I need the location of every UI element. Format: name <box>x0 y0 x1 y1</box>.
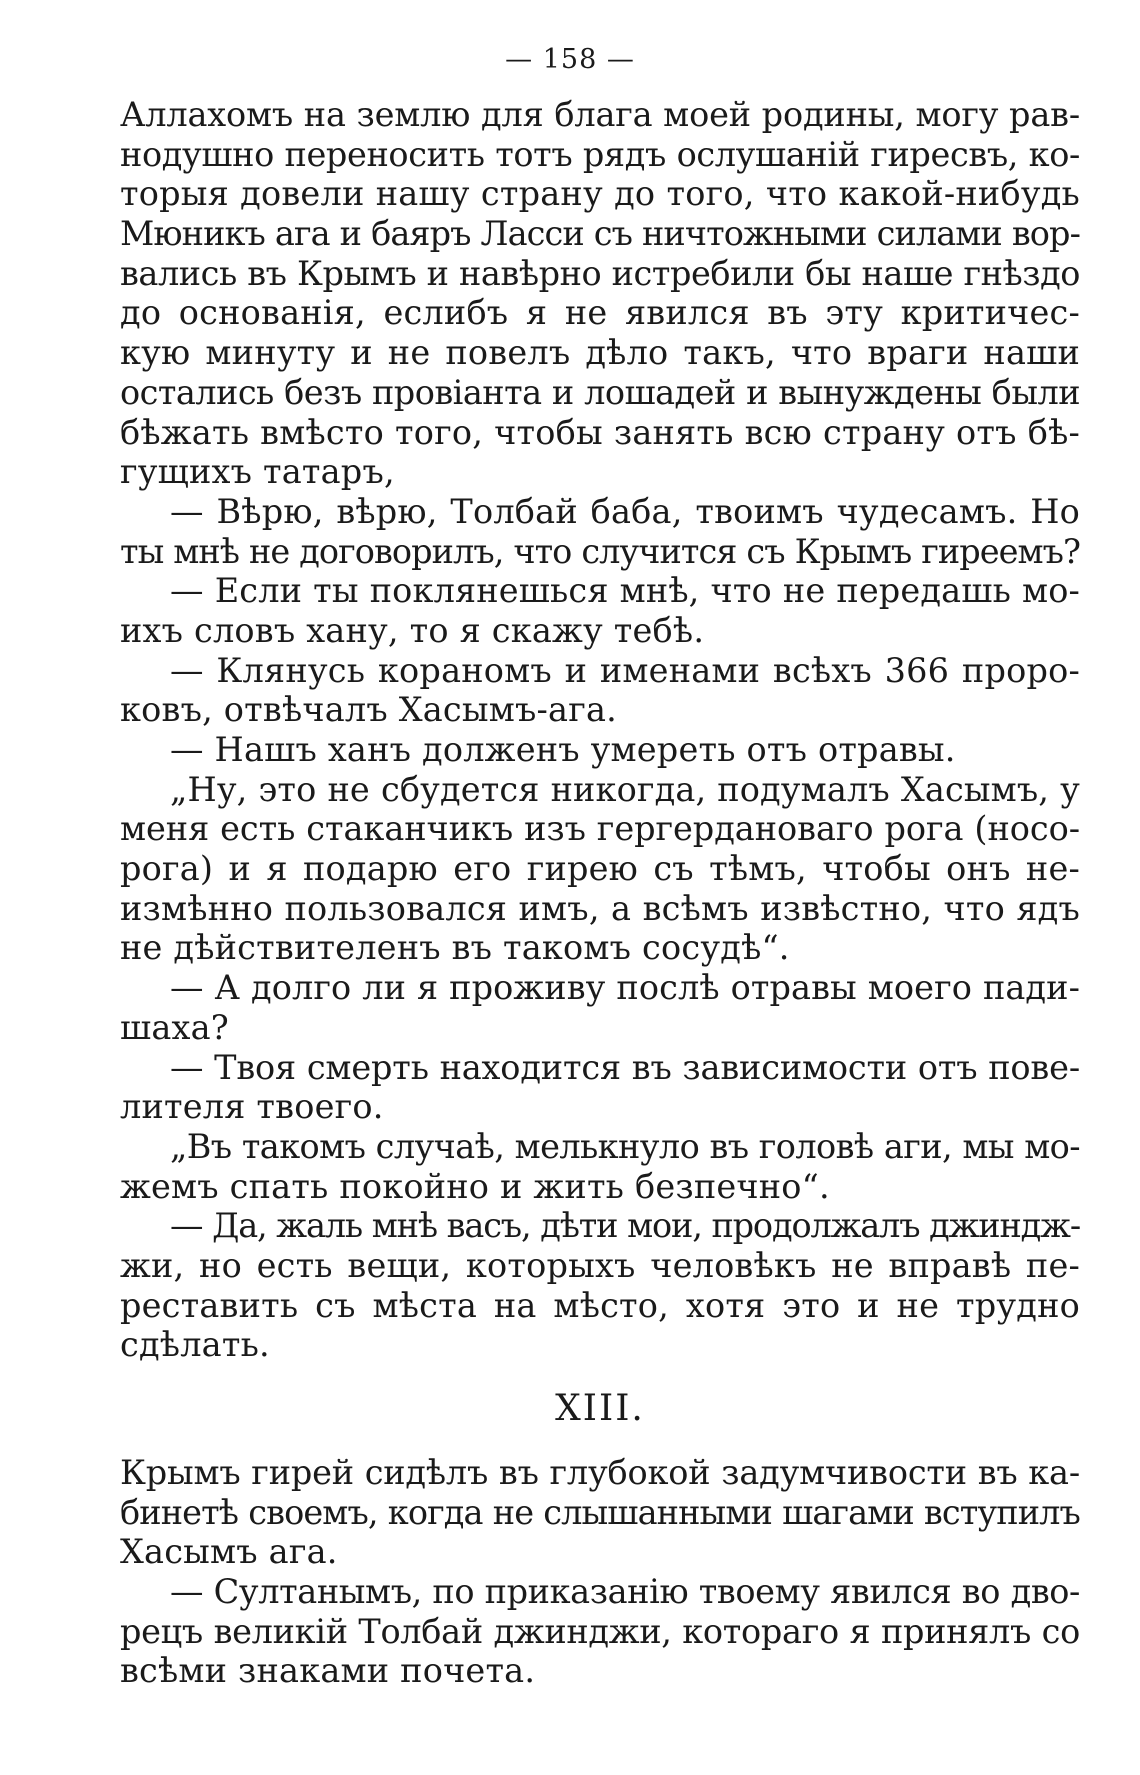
text-line: остались безъ провіанта и лошадей и вынуждены были <box>120 372 1080 412</box>
text-line: — Да, жаль мнѣ васъ, дѣти мои, продолжалъ джиндж- <box>170 1206 1080 1246</box>
text-line: Мюникъ ага и баяръ Ласси съ ничтожными силами вор- <box>120 214 1080 254</box>
text-line: меня есть стаканчикъ изъ гергердановаго рога (носо- <box>120 809 1080 849</box>
text-line: до основанія, еслибъ я не явился въ эту критичес- <box>120 293 1080 333</box>
text-line: — А долго ли я проживу послѣ отравы моего пади- <box>170 968 1080 1008</box>
text-line: — Вѣрю, вѣрю, Толбай баба, твоимъ чудесамъ. Но <box>170 491 1080 531</box>
text-line: не дѣйствителенъ въ такомъ сосудѣ“. <box>120 928 790 968</box>
text-line: Хасымъ ага. <box>120 1532 338 1572</box>
text-line: всѣми знаками почета. <box>120 1651 536 1691</box>
text-line: реставить съ мѣста на мѣсто, хотя это и не трудно <box>120 1285 1080 1325</box>
text-line: бѣжать вмѣсто того, чтобы занять всю страну отъ бѣ- <box>120 412 1080 452</box>
text-line: гущихъ татаръ, <box>120 452 395 492</box>
text-line: ты мнѣ не договорилъ, что случится съ Крымъ гиреемъ? <box>120 531 1080 571</box>
body-text <box>120 95 1080 1691</box>
text-line: Крымъ гирей сидѣлъ въ глубокой задумчивости въ ка- <box>120 1453 1080 1492</box>
text-line: рецъ великій Толбай джинджи, котораго я принялъ со <box>120 1611 1080 1651</box>
text-line: Аллахомъ на землю для блага моей родины, могу рав- <box>120 95 1080 134</box>
text-line: нодушно переносить тотъ рядъ ослушаній гиресвъ, ко- <box>120 134 1080 174</box>
text-line: ихъ словъ хану, то я скажу тебѣ. <box>120 610 705 650</box>
text-line: жемъ спать покойно и жить безпечно“. <box>120 1166 830 1206</box>
text-line: торыя довели нашу страну до того, что какой-нибудь <box>120 174 1080 214</box>
text-line: ковъ, отвѣчалъ Хасымъ-ага. <box>120 690 617 730</box>
text-line: жи, но есть вещи, которыхъ человѣкъ не вправѣ пе- <box>120 1245 1080 1285</box>
page-number: — 158 — <box>505 44 635 75</box>
text-line: шаха? <box>120 1007 229 1047</box>
text-line: — Если ты поклянешься мнѣ, что не передашь мо- <box>170 571 1080 611</box>
text-line: — Султанымъ, по приказанію твоему явился во дво- <box>170 1572 1080 1612</box>
text-line: рога) и я подарю его гирею съ тѣмъ, чтобы онъ не- <box>120 849 1080 889</box>
text-line: „Ну, это не сбудется никогда, подумалъ Хасымъ, у <box>170 769 1080 809</box>
text-line: бинетѣ своемъ, когда не слышанными шагами вступилъ <box>120 1492 1080 1532</box>
text-line: сдѣлать. <box>120 1325 270 1365</box>
text-line: измѣнно пользовался имъ, а всѣмъ извѣстно, что ядъ <box>120 888 1080 928</box>
text-line: лителя твоего. <box>120 1087 384 1127</box>
text-line: вались въ Крымъ и навѣрно истребили бы наше гнѣздо <box>120 253 1080 293</box>
text-line: кую минуту и не повелъ дѣло такъ, что враги наши <box>120 333 1080 373</box>
text-line: „Въ такомъ случаѣ, мелькнуло въ головѣ аги, мы мо- <box>170 1126 1080 1166</box>
chapter-heading: XIII. <box>555 1388 645 1429</box>
text-line: — Нашъ ханъ долженъ умереть отъ отравы. <box>170 730 956 769</box>
text-line: — Твоя смерть находится въ зависимости отъ пове- <box>170 1047 1080 1087</box>
text-line: — Клянусь кораномъ и именами всѣхъ 366 проро- <box>170 650 1080 690</box>
